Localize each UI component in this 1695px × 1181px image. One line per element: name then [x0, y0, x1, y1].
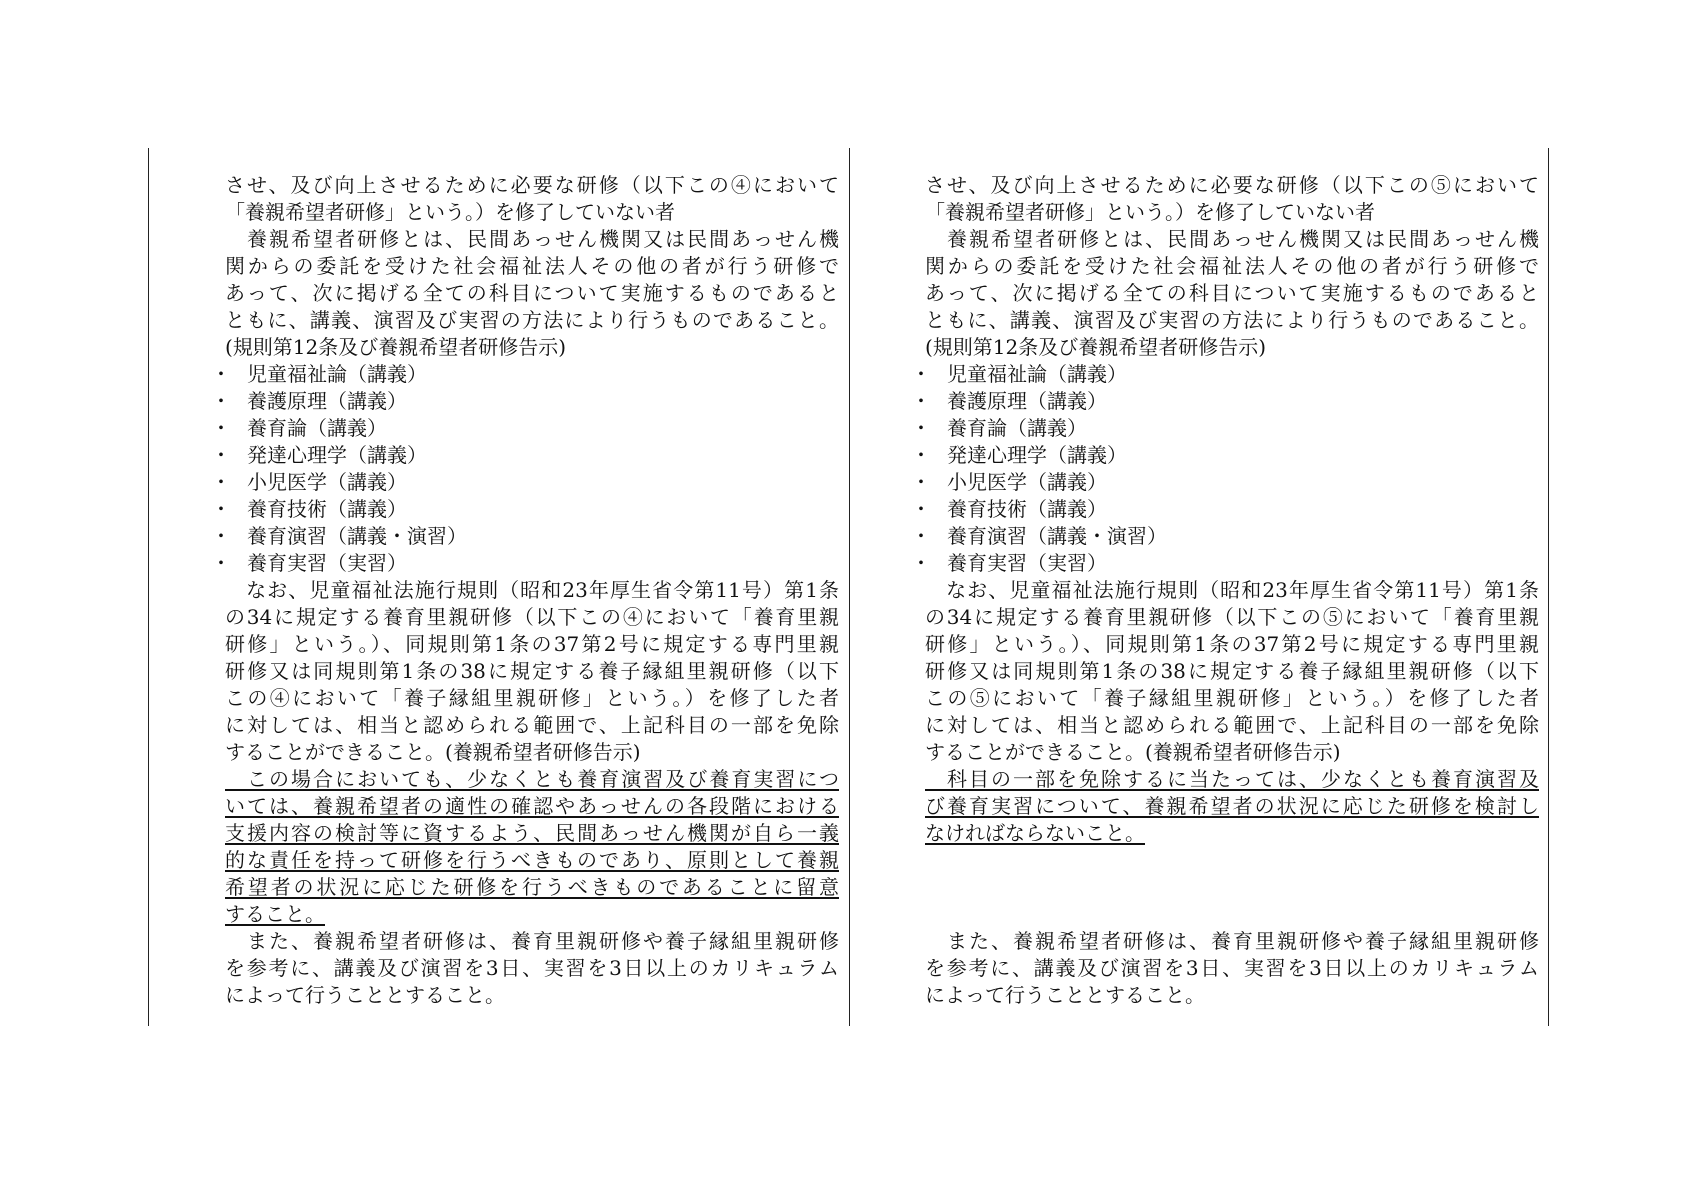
spacer	[903, 874, 1539, 901]
left-bullet-item: ・ 養育論（講義）	[211, 416, 387, 440]
right-bullet-item: ・ 養護原理（講義）	[911, 389, 1107, 413]
column-divider	[849, 148, 850, 1026]
right-bullet-item: ・ 養育実習（実習）	[911, 551, 1107, 575]
spacer	[903, 847, 1539, 874]
right-para2-line-7: することができること。(養親希望者研修告示)	[925, 740, 1341, 764]
right-heading-line-1	[903, 145, 1539, 172]
left-para3-line-5: 希望者の状況に応じた研修を行うべきものであることに留意	[225, 875, 839, 899]
left-para3-line-2: いては、養親希望者の適性の確認やあっせんの各段階における	[225, 794, 839, 818]
left-heading-line-3: 「養親希望者研修」という。）を修了していない者	[225, 200, 675, 224]
right-para2-line-2: の34に規定する養育里親研修（以下この⑤において「養育里親	[925, 605, 1539, 629]
left-para1-line-5: (規則第12条及び養親希望者研修告示)	[225, 335, 567, 359]
left-column-rule-outer	[148, 148, 149, 1026]
right-para1-line-1: 養親希望者研修とは、民間あっせん機関又は民間あっせん機	[925, 227, 1539, 251]
left-para1-line-2: 関からの委託を受けた社会福祉法人その他の者が行う研修で	[225, 254, 839, 278]
right-para1-line-5: (規則第12条及び養親希望者研修告示)	[925, 335, 1267, 359]
left-para2-line-3: 研修」という。）、同規則第1条の37第2号に規定する専門里親	[225, 632, 839, 656]
right-bullet-item: ・ 児童福祉論（講義）	[911, 362, 1127, 386]
left-bullet-item: ・ 養護原理（講義）	[211, 389, 407, 413]
right-para1-line-2: 関からの委託を受けた社会福祉法人その他の者が行う研修で	[925, 254, 1539, 278]
right-para2-line-1: なお、児童福祉法施行規則（昭和23年厚生省令第11号）第1条	[925, 578, 1539, 602]
left-para1-line-4: ともに、講義、演習及び実習の方法により行うものであること。	[225, 308, 839, 332]
left-para4-line-3: によって行うこととすること。	[225, 983, 505, 1007]
left-para2-line-5: この④において「養子縁組里親研修」という。）を修了した者	[225, 686, 839, 710]
left-para2-line-4: 研修又は同規則第1条の38に規定する養子縁組里親研修（以下	[225, 659, 839, 683]
right-para1-line-4: ともに、講義、演習及び実習の方法により行うものであること。	[925, 308, 1539, 332]
left-bullet-item: ・ 小児医学（講義）	[211, 470, 407, 494]
left-para3-line-6: すること。	[225, 902, 325, 926]
left-para1-line-1: 養親希望者研修とは、民間あっせん機関又は民間あっせん機	[225, 227, 839, 251]
left-column	[203, 145, 839, 1009]
left-bullet-item: ・ 養育演習（講義・演習）	[211, 524, 467, 548]
right-heading-line-2: させ、及び向上させるために必要な研修（以下この⑤において	[925, 173, 1539, 197]
left-bullet-item: ・ 養育実習（実習）	[211, 551, 407, 575]
left-para3-line-4: 的な責任を持って研修を行うべきものであり、原則として養親	[225, 848, 839, 872]
left-para2-line-7: することができること。(養親希望者研修告示)	[225, 740, 641, 764]
left-para3-line-3: 支援内容の検討等に資するよう、民間あっせん機関が自ら一義	[225, 821, 839, 845]
right-para3-line-3: なければならないこと。	[925, 821, 1145, 845]
left-para1-line-3: あって、次に掲げる全ての科目について実施するものであると	[225, 281, 839, 305]
right-para2-line-4: 研修又は同規則第1条の38に規定する養子縁組里親研修（以下	[925, 659, 1539, 683]
right-para3-line-2: び養育実習について、養親希望者の状況に応じた研修を検討し	[925, 794, 1539, 818]
left-heading-line-1	[203, 145, 839, 172]
left-bullet-item: ・ 養育技術（講義）	[211, 497, 407, 521]
left-para3-line-1: この場合においても、少なくとも養育演習及び養育実習につ	[225, 767, 839, 791]
right-para2-line-6: に対しては、相当と認められる範囲で、上記科目の一部を免除	[925, 713, 1539, 737]
left-para2-line-2: の34に規定する養育里親研修（以下この④において「養育里親	[225, 605, 839, 629]
right-bullet-item: ・ 養育演習（講義・演習）	[911, 524, 1167, 548]
left-para4-line-1: また、養親希望者研修は、養育里親研修や養子縁組里親研修	[225, 929, 839, 953]
right-bullet-item: ・ 発達心理学（講義）	[911, 443, 1127, 467]
right-para4-line-2: を参考に、講義及び演習を3日、実習を3日以上のカリキュラム	[925, 956, 1539, 980]
right-para2-line-3: 研修」という。）、同規則第1条の37第2号に規定する専門里親	[925, 632, 1539, 656]
right-para4-line-1: また、養親希望者研修は、養育里親研修や養子縁組里親研修	[925, 929, 1539, 953]
spacer	[903, 901, 1539, 928]
right-bullet-item: ・ 小児医学（講義）	[911, 470, 1107, 494]
left-para4-line-2: を参考に、講義及び演習を3日、実習を3日以上のカリキュラム	[225, 956, 839, 980]
right-para1-line-3: あって、次に掲げる全ての科目について実施するものであると	[925, 281, 1539, 305]
right-column	[903, 145, 1539, 1009]
left-bullet-item: ・ 発達心理学（講義）	[211, 443, 427, 467]
right-para4-line-3: によって行うこととすること。	[925, 983, 1205, 1007]
right-para2-line-5: この⑤において「養子縁組里親研修」という。）を修了した者	[925, 686, 1539, 710]
left-para2-line-6: に対しては、相当と認められる範囲で、上記科目の一部を免除	[225, 713, 839, 737]
right-para3-line-1: 科目の一部を免除するに当たっては、少なくとも養育演習及	[925, 767, 1539, 791]
right-column-rule-outer	[1548, 148, 1549, 1026]
left-heading-line-2: させ、及び向上させるために必要な研修（以下この④において	[225, 173, 839, 197]
right-bullet-item: ・ 養育技術（講義）	[911, 497, 1107, 521]
right-heading-line-3: 「養親希望者研修」という。）を修了していない者	[925, 200, 1375, 224]
left-bullet-item: ・ 児童福祉論（講義）	[211, 362, 427, 386]
left-para2-line-1: なお、児童福祉法施行規則（昭和23年厚生省令第11号）第1条	[225, 578, 839, 602]
right-bullet-item: ・ 養育論（講義）	[911, 416, 1087, 440]
